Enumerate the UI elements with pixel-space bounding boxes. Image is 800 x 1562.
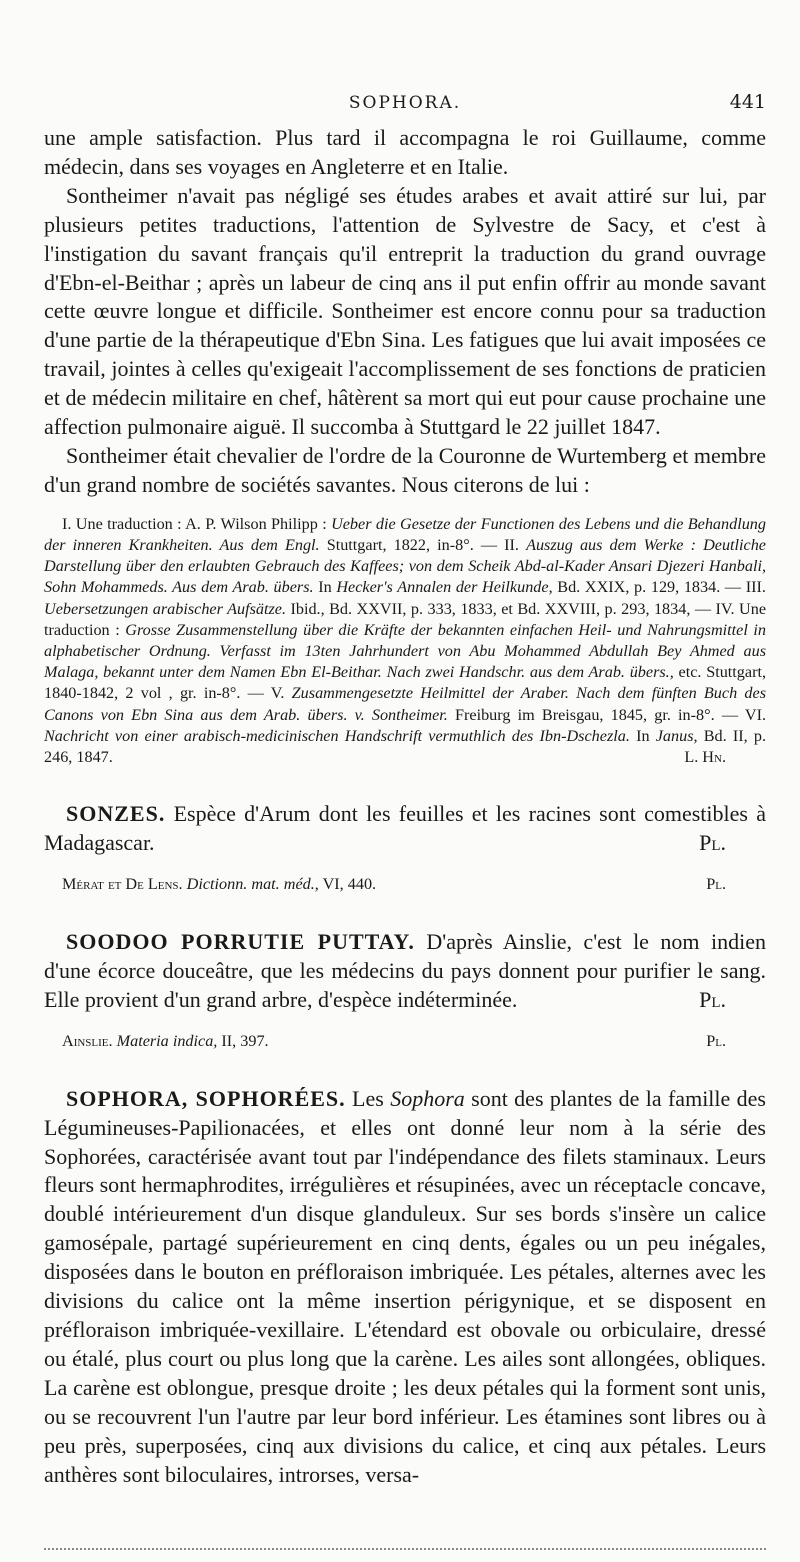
bib-segment: In	[313, 578, 337, 597]
bib-title: Nachricht von einer arabisch-medicinischen Handschrift vermuthlich des Ibn-Dschezla.	[44, 726, 630, 745]
bib-title: Ueber die Gesetze der Functionen des Lebens und die Behandlung der inneren Krankheiten. Aus dem Engl.	[44, 514, 766, 554]
author-signature: Pl.	[706, 875, 726, 894]
paragraph: Sontheimer n'avait pas négligé ses études arabes et avait attiré sur lui, par plusieurs petites traductions, l'attention de Sylvestre de Sacy, et c'est à l'instigation du savant français qu'il entreprit la traduction du grand ouvrage d'Ebn-el-Beithar ; après un labeur de cinq ans il put enfin offrir au monde savant cette œuvre longue et difficile. Sontheimer est encore connu pour sa traduction d'une partie de la thérapeutique d'Ebn Sina. Les fatigues que lui avait imposées ce travail, jointes à celles qu'exigeait l'accomplissement de ses fonctions de praticien et de médecin militaire en chef, hâtèrent sa mort qui eut pour cause prochaine une affection pulmonaire aiguë. Il succomba à Stuttgard le 22 juillet 1847.	[44, 182, 766, 440]
bib-title: Zusammengesetzte Heilmittel der Araber. Nach dem fünften Buch des Canons von Ebn Sina aus dem Arab. übers. v. Sontheimer.	[44, 684, 766, 724]
bib-segment: etc. Stuttgart, 1840-1842, 2 vol , gr. in-8°. — V.	[44, 663, 767, 703]
ref-author: Ainslie.	[62, 1031, 113, 1050]
bibliography-text	[44, 514, 766, 768]
entry-text: Espèce d'Arum dont les feuilles et les racines sont comestibles à Madagascar.	[44, 801, 766, 856]
entry-text-italic: Sophora	[390, 1085, 465, 1111]
bib-segment: Bd. XXIX, p. 129, 1834. — III.	[552, 578, 766, 597]
bibliography	[44, 514, 766, 768]
ref-detail: VI, 440.	[318, 875, 377, 894]
entry-sonzes	[44, 800, 766, 858]
paragraph: Sontheimer était chevalier de l'ordre de la Couronne de Wurtemberg et membre d'un grand nombre de sociétés savantes. Nous citerons de lui :	[44, 442, 766, 497]
page-number: 441	[729, 91, 766, 113]
article-body	[44, 124, 766, 1489]
bib-segment: Freiburg im Breisgau, 1845, gr. in-8°. — VI.	[447, 705, 767, 724]
entry-text: Les	[345, 1085, 391, 1111]
entry-reference	[44, 1029, 766, 1053]
author-signature: Pl.	[699, 830, 726, 856]
ref-title: Materia indica,	[112, 1031, 218, 1050]
entry-headword: SONZES.	[66, 801, 166, 827]
ref-detail: II, 397.	[217, 1031, 269, 1050]
bib-title: Grosse Zusammenstellung über die Kräfte der bekannten einfachen Heil- und Nahrungsmittel in alphabetischer Ordnung. Verfasst im 13ten Jahrhundert von Abu Mohammed Abdullah Bey Ahmed aus Malaga, bekannt unter dem Namen Ebn El-Beithar. Nach zwei Handschr. aus dem Arab. übers.,	[44, 620, 767, 682]
bib-title: Hecker's Annalen der Heilkunde,	[336, 578, 553, 597]
entry-sophora	[44, 1085, 766, 1490]
bib-title: Janus,	[655, 726, 698, 745]
author-signature: Pl.	[699, 986, 726, 1012]
entry-headword: SOODOO PORRUTIE PUTTAY.	[66, 929, 415, 955]
ref-title: Dictionn. mat. méd.,	[182, 875, 319, 894]
bib-title: Auszug aus dem Werke : Deutliche Darstellung über den erlaubten Gebrauch des Kaffees; von dem Scheik Abd-al-Kader Ansari Djezeri Hanbali, Sohn Mohammeds. Aus dem Arab. übers.	[44, 535, 766, 597]
bib-segment: Stuttgart, 1822, in-8°. — II.	[319, 535, 527, 554]
entry-text: sont des plantes de la famille des Légumineuses-Papilionacées, et elles ont donné leur nom à la série des Sophorées, caractérisée avant tout par l'indépendance des filets staminaux. Leurs fleurs sont hermaphrodites, irrégulières et résupinées, avec un réceptacle concave, doublé intérieurement d'un disque glanduleux. Sur ses bords s'insère un calice gamosépale, partagé supérieurement en cinq dents, égales ou un peu inégales, disposées dans le bouton en préfloraison imbriquée. Les pétales, alternes avec les divisions du calice ont la même insertion périgynique, et se disposent en préfloraison imbriquée-vexillaire. L'étendard est obovale ou orbiculaire, dressé ou étalé, plus court ou plus long que la carène. Les ailes sont allongées, obliques. La carène est oblongue, presque droite ; les deux pétales qui la forment sont unis, ou se recouvrent l'un l'autre par leur bord inférieur. Les étamines sont libres ou à peu près, superposées, cinq aux divisions du calice, et cinq aux pétales. Leurs anthères sont biloculaires, introrses, versa-	[44, 1085, 767, 1487]
bib-segment: In	[629, 726, 656, 745]
bib-title: Uebersetzungen arabischer Aufsätze.	[44, 599, 286, 618]
ref-author: Mérat et De Lens.	[62, 875, 183, 894]
paragraph: une ample satisfaction. Plus tard il accompagna le roi Guillaume, comme médecin, dans ses voyages en Angleterre et en Italie.	[44, 125, 766, 179]
bib-segment: Bd. II, p. 246, 1847.	[44, 726, 767, 767]
author-signature: Pl.	[706, 1031, 726, 1050]
footer-rule	[44, 1548, 766, 1554]
author-signature: L. Hn.	[684, 748, 726, 767]
bib-segment: I. Une traduction : A. P. Wilson Philipp :	[62, 514, 332, 533]
entry-soodoo	[44, 928, 766, 1015]
entry-reference	[44, 872, 766, 896]
entry-headword: SOPHORA, SOPHORÉES.	[66, 1085, 346, 1111]
entry-text: D'après Ainslie, c'est le nom indien d'une écorce douceâtre, que les médecins du pays donnent pour purifier le sang. Elle provient d'un grand arbre, d'espèce indéterminée.	[44, 929, 766, 1012]
running-header	[44, 93, 766, 117]
running-title: SOPHORA.	[348, 93, 462, 113]
bib-segment: Ibid., Bd. XXVII, p. 333, 1833, et Bd. XXVIII, p. 293, 1834, — IV. Une traduction :	[44, 599, 767, 639]
